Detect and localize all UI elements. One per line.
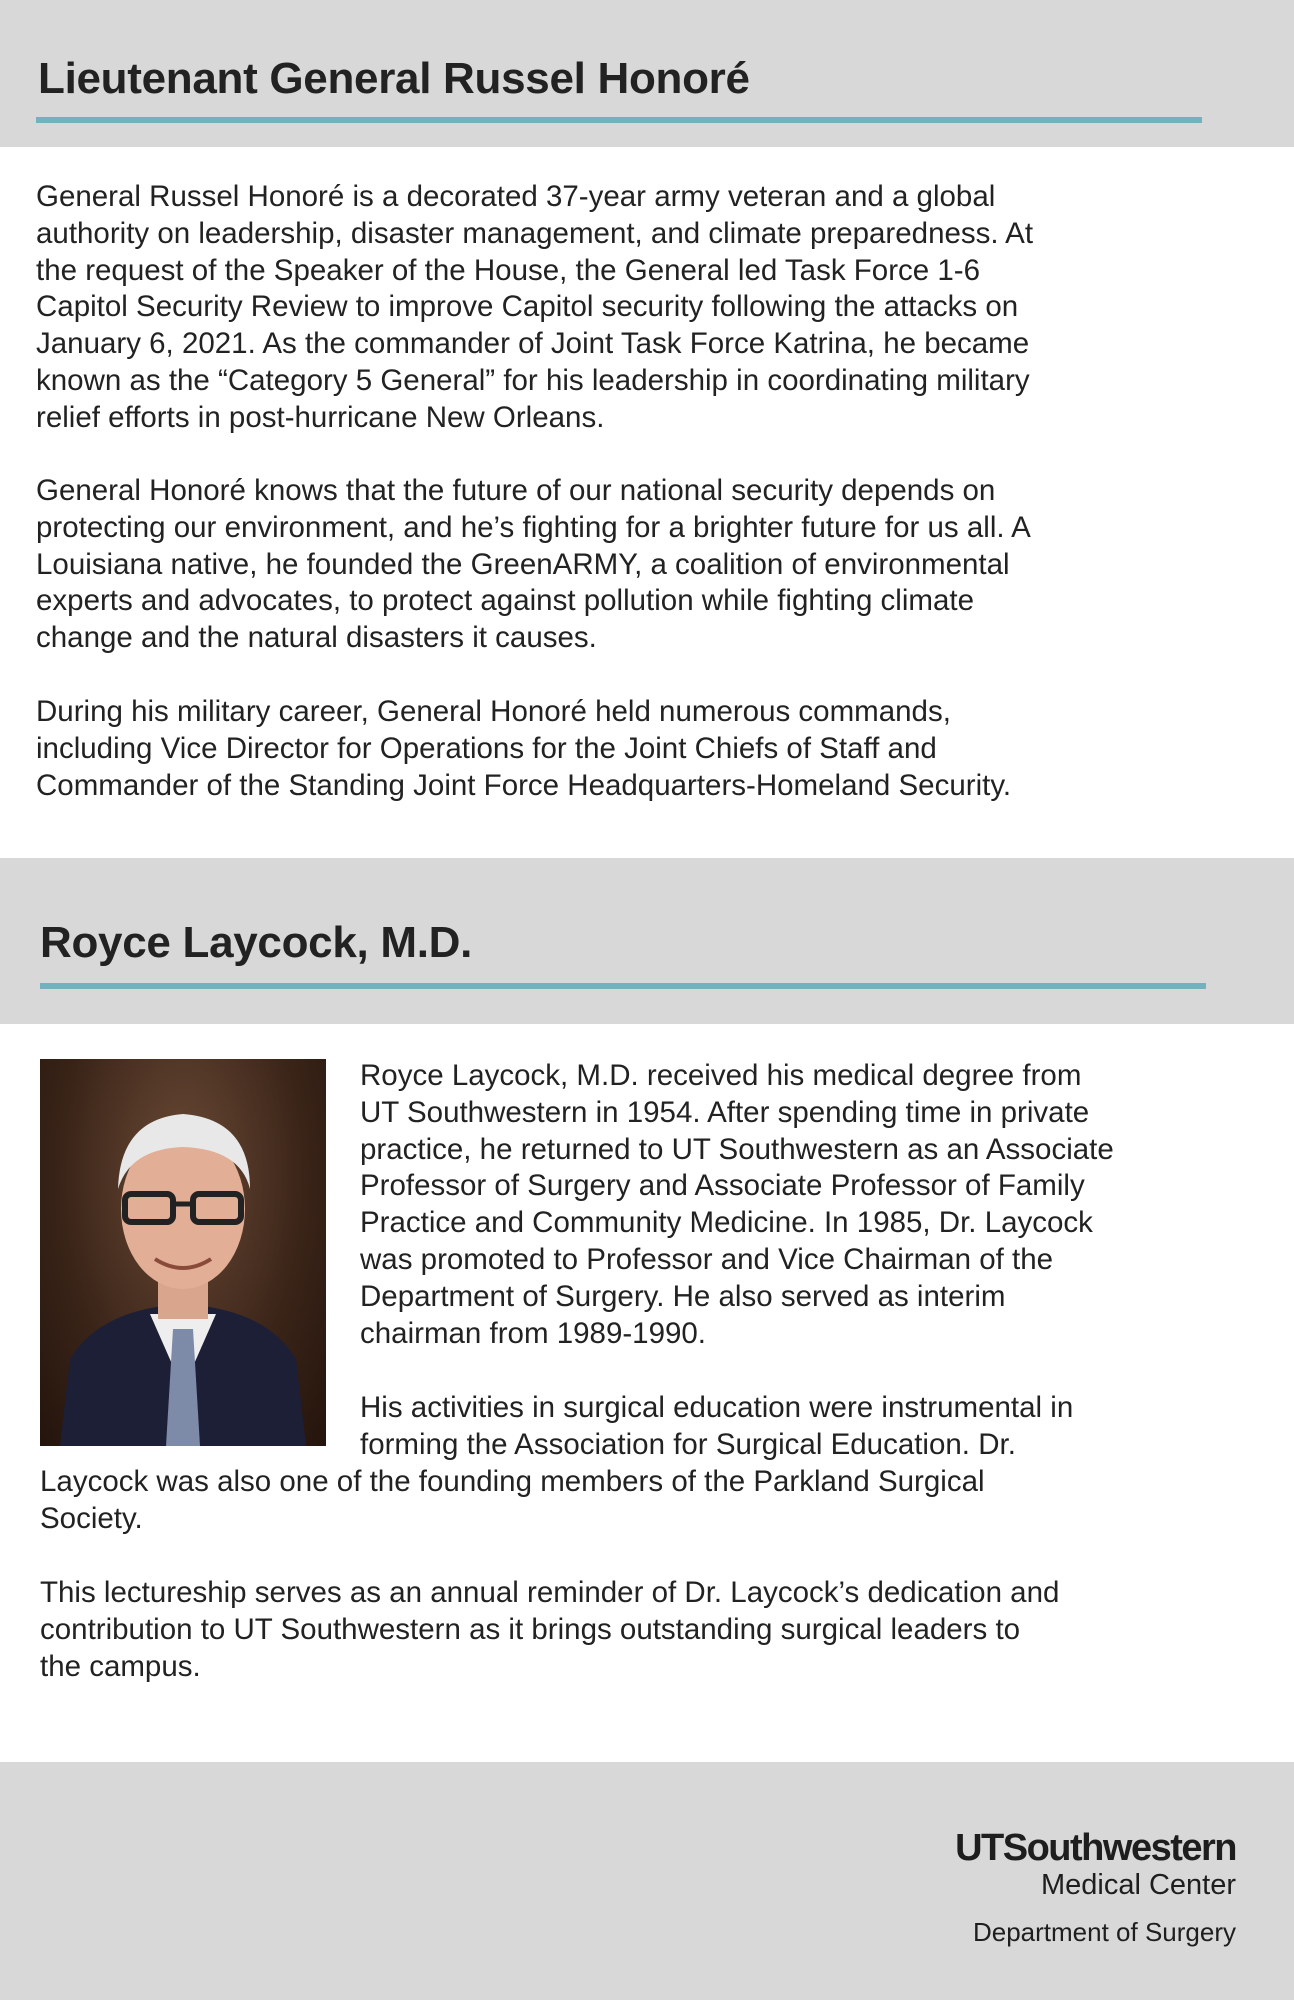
text-line: Department of Surgery. He also served as interim bbox=[360, 1279, 1006, 1313]
text-line: the campus. bbox=[40, 1649, 201, 1683]
text-line: was promoted to Professor and Vice Chairman of the bbox=[360, 1242, 1054, 1276]
text-line: protecting our environment, and he’s fighting for a brighter future for us all. A bbox=[36, 510, 1031, 544]
portrait-photo bbox=[40, 1059, 326, 1446]
utsw-logo bbox=[955, 1828, 1236, 1948]
text-line: General Russel Honoré is a decorated 37-year army veteran and a global bbox=[36, 180, 996, 213]
text-line: known as the “Category 5 General” for his leadership in coordinating military bbox=[36, 363, 1030, 397]
bio-paragraph-1 bbox=[36, 179, 1033, 437]
section1-title: Lieutenant General Russel Honoré bbox=[38, 54, 750, 103]
section1-divider bbox=[36, 117, 1202, 123]
text-line: Practice and Community Medicine. In 1985, Dr. Laycock bbox=[360, 1206, 1093, 1240]
text-line: General Honoré knows that the future of our national security depends on bbox=[36, 474, 996, 507]
laycock-paragraph-3 bbox=[40, 1464, 985, 1538]
text-line: This lectureship serves as an annual reminder of Dr. Laycock’s dedication and bbox=[40, 1576, 1060, 1609]
text-line: During his military career, General Honoré held numerous commands, bbox=[36, 695, 951, 728]
text-line: January 6, 2021. As the commander of Joint Task Force Katrina, he became bbox=[36, 327, 1030, 361]
laycock-paragraph-1 bbox=[360, 1058, 1114, 1352]
text-line: authority on leadership, disaster management, and climate preparedness. At bbox=[36, 216, 1034, 250]
laycock-paragraph-2 bbox=[360, 1390, 1073, 1464]
section2-divider bbox=[40, 983, 1206, 989]
text-line: Laycock was also one of the founding members of the Parkland Surgical bbox=[40, 1465, 985, 1498]
text-line: forming the Association for Surgical Education. Dr. bbox=[360, 1427, 1016, 1461]
text-line: practice, he returned to UT Southwestern as an Associate bbox=[360, 1132, 1114, 1166]
logo-main: UTSouthwestern bbox=[955, 1827, 1236, 1869]
text-line: Society. bbox=[40, 1501, 143, 1535]
text-line: experts and advocates, to protect against pollution while fighting climate bbox=[36, 584, 974, 618]
text-line: Louisiana native, he founded the GreenARMY, a coalition of environmental bbox=[36, 547, 1010, 581]
text-line: the request of the Speaker of the House, the General led Task Force 1-6 bbox=[36, 253, 981, 287]
text-line: Capitol Security Review to improve Capitol security following the attacks on bbox=[36, 290, 1019, 324]
text-line: contribution to UT Southwestern as it brings outstanding surgical leaders to bbox=[40, 1612, 1021, 1646]
text-line: UT Southwestern in 1954. After spending time in private bbox=[360, 1095, 1090, 1129]
text-line: Professor of Surgery and Associate Professor of Family bbox=[360, 1169, 1085, 1203]
text-line: chairman from 1989-1990. bbox=[360, 1316, 706, 1350]
section2-title: Royce Laycock, M.D. bbox=[40, 918, 473, 967]
laycock-paragraph-4 bbox=[40, 1575, 1059, 1685]
text-line: Royce Laycock, M.D. received his medical degree from bbox=[360, 1059, 1082, 1092]
bio-paragraph-3 bbox=[36, 694, 1011, 804]
department-name: Department of Surgery bbox=[972, 1917, 1236, 1947]
text-line: Commander of the Standing Joint Force Headquarters-Homeland Security. bbox=[36, 768, 1012, 802]
logo-sub: Medical Center bbox=[1040, 1869, 1236, 1901]
text-line: His activities in surgical education were instrumental in bbox=[360, 1391, 1074, 1424]
text-line: relief efforts in post-hurricane New Orleans. bbox=[36, 400, 605, 434]
text-line: including Vice Director for Operations for the Joint Chiefs of Staff and bbox=[36, 731, 937, 765]
text-line: change and the natural disasters it causes. bbox=[36, 621, 597, 655]
bio-paragraph-2 bbox=[36, 473, 1031, 657]
